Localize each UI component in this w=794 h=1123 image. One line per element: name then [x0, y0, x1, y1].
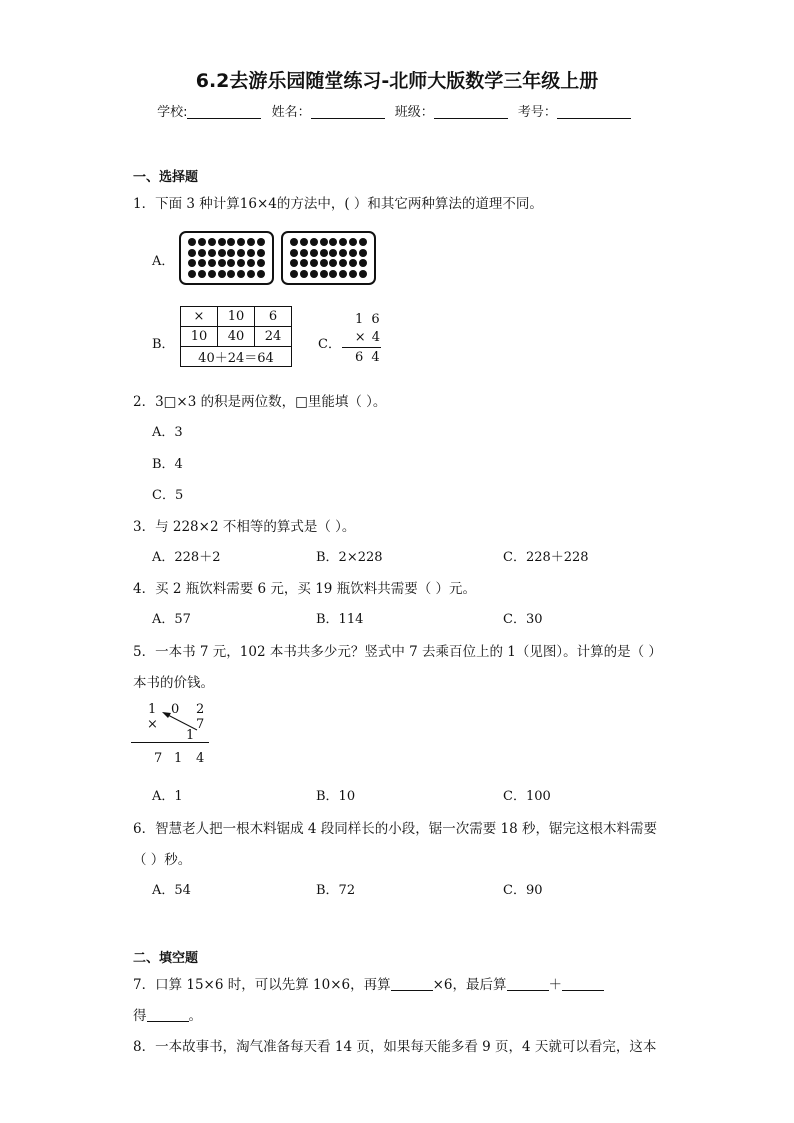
question-1-text: 1．下面 3 种计算16×4的方法中，( ）和其它两种算法的道理不同。	[133, 196, 543, 212]
dot	[349, 270, 357, 278]
dot	[339, 238, 347, 246]
exam-no-blank[interactable]	[557, 104, 631, 119]
dot	[329, 270, 337, 278]
dot	[227, 270, 235, 278]
dot	[359, 270, 367, 278]
dot	[290, 238, 298, 246]
q7-text-part2: ×6，最后算	[432, 977, 507, 993]
q2-option-a[interactable]: A．3	[152, 425, 183, 440]
fig-times-sign: ×	[147, 717, 158, 732]
dot	[237, 270, 245, 278]
dot	[188, 259, 196, 267]
q7-text-part4: 得	[133, 1008, 147, 1024]
fig-partial-1: 1	[186, 728, 195, 743]
dot	[320, 238, 328, 246]
dot	[227, 249, 235, 257]
vertical-result: 6 4	[355, 350, 382, 365]
dot	[218, 249, 226, 257]
vertical-multiplier: × 4	[354, 330, 381, 345]
q2-option-b[interactable]: B．4	[152, 457, 183, 472]
question-3-text: 3．与 228×2 不相等的算式是（ ）。	[133, 519, 356, 535]
question-2-text: 2．3□×3 的积是两位数，□里能填（ ）。	[133, 394, 387, 410]
dot	[218, 270, 226, 278]
name-blank[interactable]	[311, 104, 385, 119]
question-8-text: 8．一本故事书，淘气准备每天看 14 页，如果每天能多看 9 页，4 天就可以看完，这本	[133, 1039, 657, 1055]
school-label: 学校:	[157, 105, 188, 120]
q3-option-b[interactable]: B．2×228	[316, 550, 383, 565]
q7-text-part1: 7．口算 15×6 时，可以先算 10×6，再算	[133, 977, 391, 993]
dot	[188, 249, 196, 257]
class-label: 班级：	[394, 105, 434, 120]
dot	[208, 270, 216, 278]
dot	[218, 238, 226, 246]
dot	[300, 238, 308, 246]
dot	[198, 270, 206, 278]
vertical-top-number: 1 6	[355, 312, 382, 327]
q6-option-b[interactable]: B．72	[316, 883, 356, 898]
q1-option-a-label: A．	[152, 254, 175, 269]
dot	[320, 249, 328, 257]
q3-option-c[interactable]: C．228＋228	[503, 550, 589, 565]
section-heading-fill: 二、填空题	[133, 951, 199, 966]
dot	[359, 249, 367, 257]
grid-cell: 10	[218, 307, 255, 327]
q7-text-part5: 。	[188, 1008, 202, 1024]
q7-blank-4[interactable]	[147, 1007, 189, 1022]
q7-blank-2[interactable]	[507, 976, 549, 991]
q4-option-c[interactable]: C．30	[503, 612, 543, 627]
dot	[198, 238, 206, 246]
dot	[257, 270, 265, 278]
dot	[310, 249, 318, 257]
dot-array-left	[179, 231, 274, 285]
q7-blank-1[interactable]	[391, 976, 433, 991]
q4-option-b[interactable]: B．114	[316, 612, 364, 627]
grid-cell: 6	[255, 307, 292, 327]
fig-digit-0: 0	[171, 702, 180, 717]
q7-blank-3[interactable]	[562, 976, 604, 991]
dot	[310, 259, 318, 267]
dot	[208, 238, 216, 246]
dot	[257, 249, 265, 257]
dot	[198, 259, 206, 267]
dot	[310, 238, 318, 246]
fig-digit-1: 1	[148, 702, 157, 717]
dot	[237, 238, 245, 246]
grid-cell: 24	[255, 327, 292, 347]
fig-result-7: 7	[154, 751, 163, 766]
q5-option-c[interactable]: C．100	[503, 789, 551, 804]
multiplication-grid	[180, 306, 292, 367]
q1-option-c-label: C．	[318, 337, 341, 352]
q4-option-a[interactable]: A．57	[152, 612, 191, 627]
dot	[290, 249, 298, 257]
question-5-text-line1: 5．一本书 7 元，102 本书共多少元？竖式中 7 去乘百位上的 1（见图）。计算的是（ ）	[133, 644, 662, 660]
dot	[247, 238, 255, 246]
grid-cell: 40	[218, 327, 255, 347]
dot	[188, 238, 196, 246]
q6-option-a[interactable]: A．54	[152, 883, 191, 898]
q7-text-part3: ＋	[548, 977, 563, 993]
fig-multiplier-7: 7	[196, 717, 205, 732]
dot	[349, 249, 357, 257]
fig-digit-2: 2	[196, 702, 205, 717]
student-info-line	[0, 101, 794, 120]
fig-arrow	[150, 700, 210, 740]
dot	[329, 249, 337, 257]
dot	[218, 259, 226, 267]
dot	[339, 249, 347, 257]
dot	[290, 270, 298, 278]
dot	[349, 238, 357, 246]
dot	[300, 259, 308, 267]
dot	[208, 259, 216, 267]
exam-no-label: 考号：	[517, 105, 557, 120]
dot	[247, 249, 255, 257]
dot	[198, 249, 206, 257]
fig-result-line	[131, 742, 209, 743]
dot	[290, 259, 298, 267]
dot	[339, 259, 347, 267]
dot	[188, 270, 196, 278]
q5-option-a[interactable]: A．1	[152, 789, 183, 804]
dot	[339, 270, 347, 278]
fig-result-4: 4	[196, 751, 205, 766]
dot	[300, 270, 308, 278]
dot	[247, 270, 255, 278]
dot	[257, 238, 265, 246]
dot	[349, 259, 357, 267]
question-4-text: 4．买 2 瓶饮料需要 6 元，买 19 瓶饮料共需要（ ）元。	[133, 581, 476, 597]
dot	[237, 249, 245, 257]
page-title: 6.2去游乐园随堂练习-北师大版数学三年级上册	[195, 70, 599, 92]
dot	[310, 270, 318, 278]
dot	[247, 259, 255, 267]
vertical-line	[342, 347, 381, 348]
fig-result-1: 1	[174, 751, 183, 766]
dot	[329, 238, 337, 246]
dot	[227, 238, 235, 246]
q2-option-c[interactable]: C．5	[152, 488, 184, 503]
dot	[359, 259, 367, 267]
dot	[208, 249, 216, 257]
grid-sum-cell: 40＋24＝64	[181, 347, 292, 367]
dot	[227, 259, 235, 267]
question-5-text-line2: 本书的价钱。	[133, 675, 214, 691]
dot-array-right	[281, 231, 376, 285]
q5-option-b[interactable]: B．10	[316, 789, 356, 804]
section-heading-choice: 一、选择题	[133, 170, 199, 185]
class-blank[interactable]	[434, 104, 508, 119]
school-blank[interactable]	[187, 104, 261, 119]
dot	[257, 259, 265, 267]
dot	[320, 259, 328, 267]
dot	[300, 249, 308, 257]
question-6-text-line2: （ ）秒。	[133, 852, 192, 868]
q1-option-b-label: B．	[152, 337, 175, 352]
dot	[329, 259, 337, 267]
name-label: 姓名：	[271, 105, 311, 120]
question-7-line2	[133, 1004, 202, 1024]
dot	[359, 238, 367, 246]
dot	[237, 259, 245, 267]
question-7-line1	[133, 973, 604, 993]
grid-cell: ×	[181, 307, 218, 327]
q3-option-a[interactable]: A．228＋2	[152, 550, 221, 565]
dot	[320, 270, 328, 278]
question-6-text-line1: 6．智慧老人把一根木料锯成 4 段同样长的小段，锯一次需要 18 秒，锯完这根木料需要	[133, 821, 658, 837]
q6-option-c[interactable]: C．90	[503, 883, 543, 898]
grid-cell: 10	[181, 327, 218, 347]
